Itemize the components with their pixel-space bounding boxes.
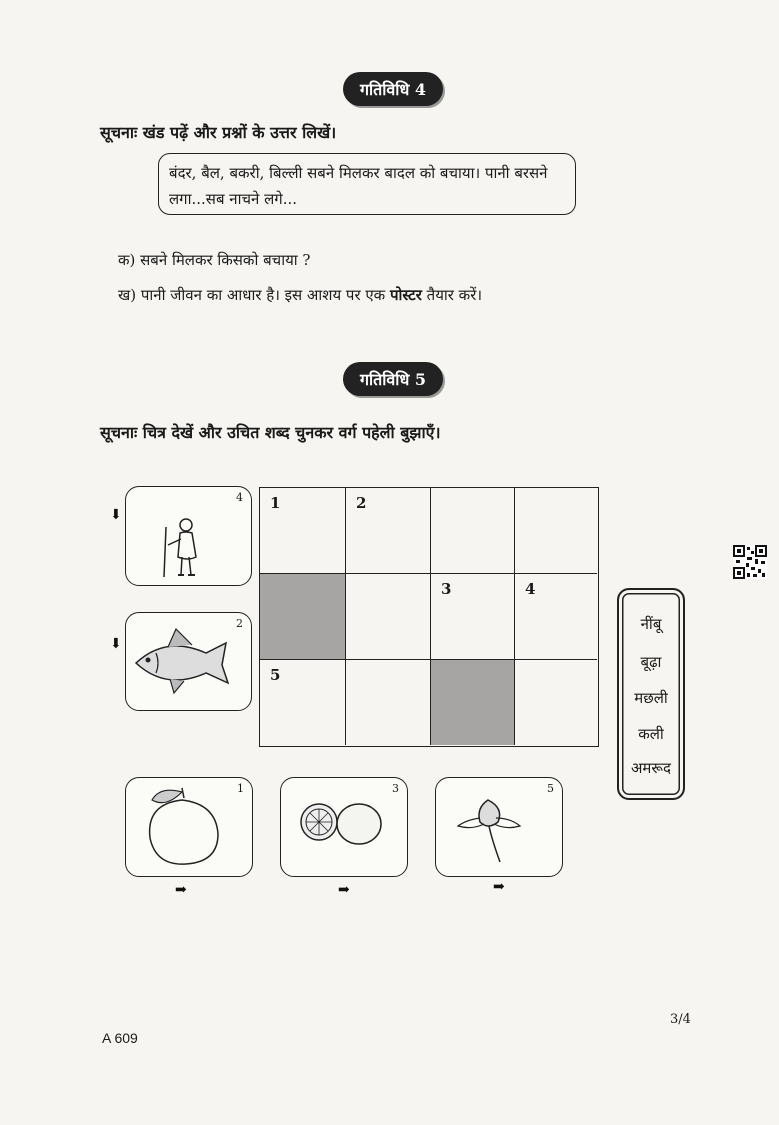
question-b-bold: पोस्टर	[389, 286, 422, 304]
old-man-icon	[126, 487, 251, 585]
grid-cell-1[interactable]	[260, 488, 346, 574]
picture-number: 1	[237, 782, 244, 795]
word-bank-item: मछली	[634, 689, 668, 707]
grid-number: 2	[356, 494, 367, 512]
grid-cell-shaded	[431, 660, 515, 745]
grid-cell[interactable]	[346, 660, 431, 745]
down-arrow-icon: ⬇	[110, 636, 122, 652]
activity-4-title: गतिविधि 4	[343, 72, 443, 106]
grid-cell[interactable]	[346, 574, 431, 660]
word-bank-item: अमरूद	[630, 759, 672, 777]
picture-fish	[125, 612, 252, 711]
question-b-text: ख) पानी जीवन का आधार है। इस आशय पर एक	[118, 286, 390, 304]
right-arrow-icon: ➡	[493, 879, 505, 895]
down-arrow-icon: ⬇	[110, 507, 122, 523]
right-arrow-icon: ➡	[175, 882, 187, 898]
picture-old-man	[125, 486, 252, 586]
picture-bud	[435, 777, 563, 877]
passage-line-1: बंदर, बैल, बकरी, बिल्ली सबने मिलकर बादल को बचाया। पानी बरसने	[169, 164, 548, 182]
grid-number: 3	[441, 580, 452, 598]
activity-4-instruction: सूचनाः खंड पढ़ें और प्रश्नों के उत्तर लिखें।	[100, 123, 337, 142]
grid-cell[interactable]	[515, 488, 597, 574]
question-a: क) सबने मिलकर किसको बचाया ?	[118, 251, 311, 269]
page-number: 3/4	[670, 1012, 691, 1027]
picture-number: 3	[392, 782, 399, 795]
passage-line-2: लगा...सब नाचने लगे...	[169, 190, 298, 208]
qr-code-icon	[733, 545, 767, 579]
question-b-end: तैयार करें।	[421, 286, 483, 304]
fish-icon	[126, 613, 251, 710]
word-bank	[617, 588, 685, 800]
word-bank-item: नींबू	[640, 615, 662, 633]
flower-bud-icon	[436, 778, 562, 876]
grid-cell-3[interactable]	[431, 574, 515, 660]
passage-box	[158, 153, 576, 215]
grid-number: 1	[270, 494, 281, 512]
grid-cell-4[interactable]	[515, 574, 597, 660]
word-bank-item: बूढ़ा	[640, 653, 662, 671]
picture-guava	[125, 777, 253, 877]
grid-number: 5	[270, 666, 281, 684]
question-b	[118, 285, 482, 305]
paper-code: A 609	[102, 1030, 138, 1046]
picture-lemon	[280, 777, 408, 877]
activity-5-instruction: सूचनाः चित्र देखें और उचित शब्द चुनकर वर्ग पहेली बुझाएँ।	[100, 423, 441, 442]
grid-cell-2[interactable]	[346, 488, 431, 574]
grid-cell-shaded	[260, 574, 346, 660]
picture-number: 2	[236, 617, 243, 630]
grid-cell-5[interactable]	[260, 660, 346, 745]
picture-number: 4	[236, 491, 243, 504]
word-bank-item: कली	[638, 725, 664, 743]
grid-cell[interactable]	[431, 488, 515, 574]
right-arrow-icon: ➡	[338, 882, 350, 898]
grid-number: 4	[525, 580, 536, 598]
crossword-grid	[259, 487, 599, 747]
lemon-icon	[281, 778, 407, 876]
grid-cell[interactable]	[515, 660, 597, 745]
guava-icon	[126, 778, 252, 876]
picture-number: 5	[547, 782, 554, 795]
activity-5-title: गतिविधि 5	[343, 362, 443, 396]
